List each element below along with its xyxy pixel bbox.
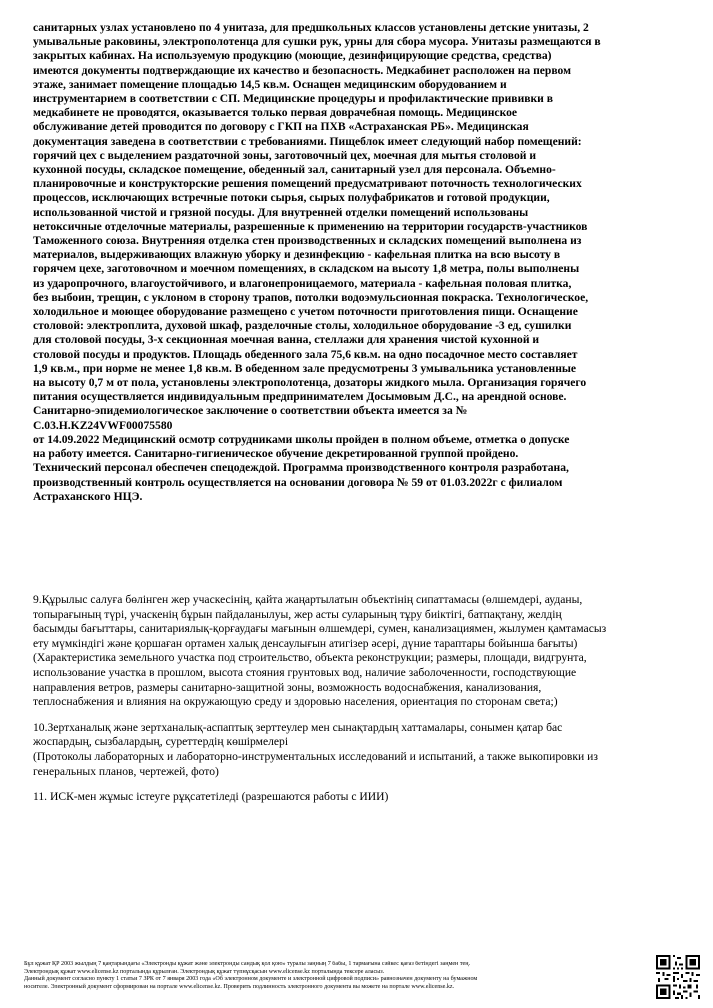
section-line: генеральных планов, чертежей, фото) bbox=[33, 764, 219, 778]
text-line: санитарных узлах установлено по 4 унитаза, для предшкольных классов установлены детские унитазы, 2 bbox=[33, 21, 589, 34]
section-line: ету мүмкіндігі және қоршаған ортамен халық денсаулығын атигізер әсері, дүние тараптары бойынша бағыты) bbox=[33, 636, 578, 650]
section-line: (Характеристика земельного участка под строительство, объекта реконструкции; размеры, площади, видгрунта, bbox=[33, 651, 587, 665]
text-line: на работу имеется. Санитарно-гигиеническое обучение декретированной группой пройдено. bbox=[33, 447, 519, 461]
text-line: для столовой посуды, 3-х секционная моечная ванна, стеллажи для хранения чистой кухонной и bbox=[33, 333, 540, 347]
footer-line: Данный документ согласно пункту 1 статьи 7 ЗРК от 7 января 2003 года «Об электронном документе и электронной цифровой подписи» равнозначен документу на бумажном bbox=[24, 976, 478, 983]
footer-line: Бұл құжат ҚР 2003 жылдың 7 қаңтарындағы «Электронды құжат және электронды сандық қол қою» туралы заңның 7 бабы, 1 тармағына сәйкес қағаз бетіндегі заңмен тең. bbox=[24, 961, 470, 967]
section-line: теплоснабжения и влияния на окружающую среду и здоровью населения, ориентация по сторонам света;) bbox=[33, 695, 558, 709]
section-line: 11. ИСК-мен жұмыс істеуге рұқсатетіледі (разрешаются работы с ИИИ) bbox=[33, 790, 389, 804]
text-line: обслуживание детей проводится по договору с ГКП на ПХВ «Астраханская РБ». Медицинская bbox=[33, 120, 529, 134]
text-line: медкабинете не проводятся, оказывается только первая доврачебная помощь. Медицинское bbox=[33, 106, 518, 120]
section-line: топырағының түрі, учаскенің бұрын пайдаланылуы, жер асты суларының тұру биіктігі, батпақтану, желдің bbox=[33, 607, 562, 621]
text-line: столовой посуды и продуктов. Площадь обеденного зала 75,6 кв.м. на одно посадочное место составляет bbox=[33, 347, 578, 361]
text-line: умывальные раковины, электрополотенца для сушки рук, урны для сбора мусора. Унитазы размещаются в bbox=[33, 35, 601, 49]
e-document-footer bbox=[24, 961, 644, 991]
conclusion-number: С.03.Н.KZ24VWF00075580 bbox=[33, 418, 173, 432]
section-line: 10.Зертханалық және зертханалық-аспаптық зерттеулер мен сынақтардың хаттамалары, сонымен қатар бас bbox=[33, 720, 563, 734]
text-line: Астраханского НЦЭ. bbox=[33, 489, 143, 503]
text-line: столовой: электроплита, духовой шкаф, разделочные столы, холодильное оборудование -3 ед, сушилки bbox=[33, 319, 572, 333]
footer-line: Электрондық құжат www.elicense.kz порталында құрылған. Электрондық құжат түпнұсқасын www.elicense.kz порталында тексере аласыз. bbox=[24, 968, 385, 975]
section-9-land-plot bbox=[33, 593, 685, 710]
text-line: горячем цехе, заготовочном и моечном помещениях, в складском на высоту 1,8 метра, полы выполнены bbox=[33, 262, 580, 276]
section-11-radiation-work bbox=[33, 790, 685, 805]
section-line: басымды бағыттары, санитариялық-қорғаудағы мағынын өлшемдері, сумен, канализациямен, жылумен қамтамасыз bbox=[33, 622, 607, 636]
text-line: 1,9 кв.м., при норме не менее 1,8 кв.м. В обеденном зале предусмотрены 3 умывальника установленные bbox=[33, 361, 577, 375]
text-line: документация заведена в соответствии с требованиями. Пищеблок имеет следующий набор помещений: bbox=[33, 134, 582, 148]
text-line: холодильное и моющее оборудование размещено с учетом поточности приготовления пищи. Оснащение bbox=[33, 305, 578, 319]
text-line: планировочные и конструкторские решения помещений предусматривают поточность технологических bbox=[33, 177, 582, 191]
text-line: питания осуществляется индивидуальным предпринимателем Досымовым Д.С., на арендной основе. bbox=[33, 390, 567, 404]
footer-line: носителе. Электронный документ сформирован на портале www.elicense.kz. Проверить подлинность электронного документа вы можете на портале www.elicense.kz. bbox=[24, 983, 455, 990]
text-line: материалов, выдерживающих влажную уборку и дезинфекцию - кафельная плитка на всю высоту в bbox=[33, 248, 561, 262]
text-line: закрытых кабинах. На используемую продукцию (моющие, дезинфицирующие средства, средства) bbox=[33, 49, 552, 63]
text-line: без выбоин, трещин, с уклоном в сторону трапов, потолки водоэмульсионная покраска. Технологическое, bbox=[33, 290, 589, 304]
section-line: жоспардың, сызбалардың, суреттердің көшірмелері bbox=[33, 735, 289, 749]
text-line: Санитарно-эпидемиологическое заключение о соответствии объекта имеется за № bbox=[33, 404, 468, 418]
text-line: инструментарием в соответствии с СП. Медицинские процедуры и профилактические прививки в bbox=[33, 92, 554, 106]
text-line: имеются документы подтверждающие их качество и безопасность. Медкабинет расположен на первом bbox=[33, 63, 572, 77]
form-sections bbox=[33, 593, 685, 805]
text-line: от 14.09.2022 Медицинский осмотр сотрудниками школы пройден в полном объеме, отметка о допуске bbox=[33, 432, 570, 446]
text-line: этаже, занимает помещение площадью 14,5 кв.м. Оснащен медицинским оборудованием и bbox=[33, 77, 507, 91]
text-line: нетоксичные отделочные материалы, разрешенные к применению на территории государств-участников bbox=[33, 219, 588, 233]
text-line: Технический персонал обеспечен спецодеждой. Программа производственного контроля разработана, bbox=[33, 461, 569, 475]
text-line: процессов, исключающих встречные потоки сырья, сырых полуфабрикатов и готовой продукции, bbox=[33, 191, 550, 205]
section-line: использование участка в прошлом, высота стояния грунтовых вод, наличие заболоченности, господствующие bbox=[33, 665, 577, 679]
text-line: Таможенного союза. Внутренняя отделка стен производственных и складских помещений выполнена из bbox=[33, 234, 582, 248]
qr-code-icon bbox=[656, 955, 700, 999]
text-line: из ударопрочного, влагоустойчивого, и влагонепроницаемого, материала - кафельная половая плитка, bbox=[33, 276, 572, 290]
section-line: 9.Құрылыс салуға бөлінген жер учаскесінің, қайта жаңартылатын объектінің сипаттамасы (өлшемдері, ауданы, bbox=[33, 593, 583, 606]
text-line: на высоту 0,7 м от пола, установлены электрополотенца, дозаторы жидкого мыла. Организация горячего bbox=[33, 376, 587, 390]
sanitary-description-text bbox=[33, 21, 681, 504]
text-line: кухонной посуды, складское помещение, обеденный зал, санитарный узел для персонала. Объемно- bbox=[33, 163, 556, 177]
text-line: производственный контроль осуществляется на основании договора № 59 от 01.03.2022г с филиалом bbox=[33, 475, 563, 489]
section-line: (Протоколы лабораторных и лабораторно-инструментальных исследований и испытаний, а также выкопировки из bbox=[33, 749, 598, 763]
text-line: использованной чистой и грязной посуды. Для внутренней отделки помещений использованы bbox=[33, 205, 529, 219]
section-line: направления ветров, размеры санитарно-защитной зоны, возможность водоснабжения, канализования, bbox=[33, 680, 542, 694]
text-line: горячий цех с выделением раздаточной зоны, заготовочный цех, моечная для мытья столовой и bbox=[33, 148, 536, 162]
section-10-lab-protocols bbox=[33, 721, 685, 779]
